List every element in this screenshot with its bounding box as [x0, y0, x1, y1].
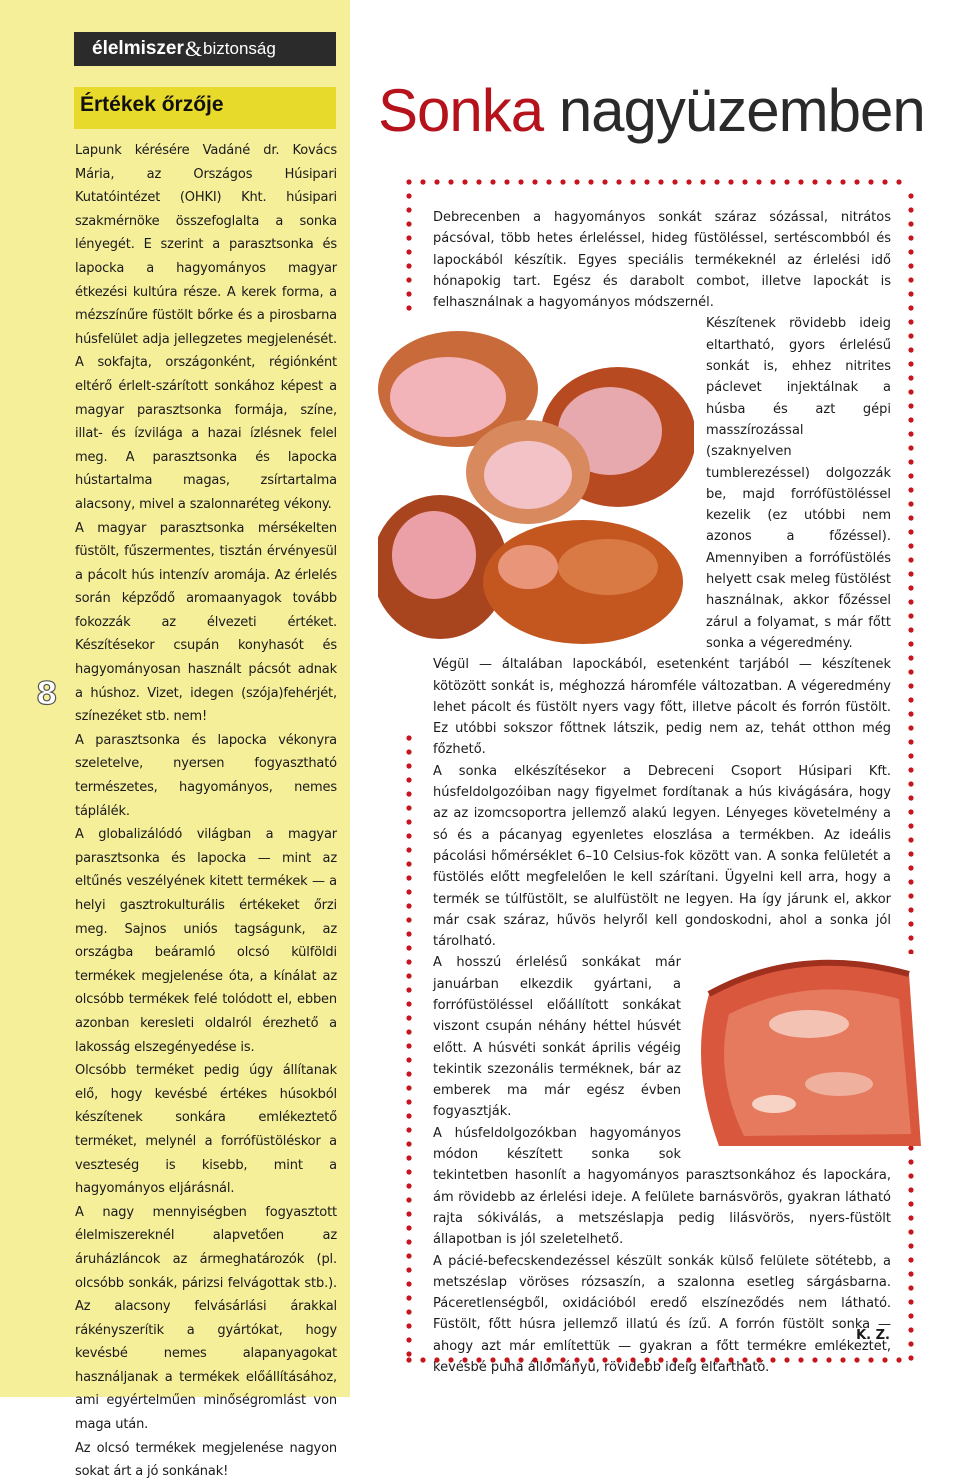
frame-dot	[908, 795, 913, 800]
frame-dot	[406, 1099, 411, 1104]
frame-dot	[908, 893, 913, 898]
article-body	[433, 207, 891, 1378]
frame-dot	[908, 249, 913, 254]
frame-dot	[908, 543, 913, 548]
frame-dot	[908, 809, 913, 814]
frame-dot	[406, 889, 411, 894]
frame-dot	[908, 1159, 913, 1164]
frame-dot	[406, 763, 411, 768]
frame-dot	[406, 903, 411, 908]
frame-dot	[908, 879, 913, 884]
frame-dot	[908, 1355, 913, 1360]
frame-dot	[908, 1215, 913, 1220]
frame-dot	[770, 179, 775, 184]
frame-dot	[406, 1309, 411, 1314]
frame-dot	[476, 179, 481, 184]
frame-dot	[840, 179, 845, 184]
article-paragraph: Debrecenben a hagyományos sonkát száraz sózással, nitrátos pácsóval, több hetes érleléssel, hideg füstöléssel, sertéscombból és lapockából készítik. Egyes speciális termékeknél az érlelési idő hónapokig tart. Egész és darabolt combot, illetve lapockát is felhasználnak a hagyományos módszernél.	[433, 210, 891, 311]
frame-dot	[908, 823, 913, 828]
frame-dot	[406, 1127, 411, 1132]
frame-dot	[406, 277, 411, 282]
frame-dot	[406, 777, 411, 782]
ham-photo	[378, 317, 694, 647]
frame-dot	[908, 361, 913, 366]
frame-dot	[406, 1351, 411, 1356]
frame-dot	[908, 305, 913, 310]
article-title	[378, 76, 925, 146]
frame-dot	[406, 1085, 411, 1090]
frame-dot	[908, 263, 913, 268]
frame-dot	[908, 1173, 913, 1178]
article-title-highlight: Sonka	[378, 77, 544, 144]
frame-dot	[798, 179, 803, 184]
frame-dot	[406, 207, 411, 212]
sidebar-paragraph: Olcsóbb terméket pedig úgy állítanak elő, hogy kevésbé értékes húsokból készítenek sonkára emlékeztető terméket, melynél a forrófüstöléskor a veszteség is kisebb, mint a hagyományos eljárásnál.	[75, 1063, 337, 1197]
frame-dot	[908, 753, 913, 758]
frame-dot	[420, 1357, 425, 1362]
frame-dot	[908, 193, 913, 198]
frame-dot	[908, 1299, 913, 1304]
frame-dot	[574, 179, 579, 184]
frame-dot	[406, 1155, 411, 1160]
frame-dot	[406, 1015, 411, 1020]
frame-dot	[908, 725, 913, 730]
frame-dot	[406, 1323, 411, 1328]
frame-dot	[546, 179, 551, 184]
frame-dot	[908, 1229, 913, 1234]
ham-slice-photo	[689, 954, 921, 1146]
frame-dot	[406, 917, 411, 922]
frame-dot	[908, 403, 913, 408]
frame-dot	[406, 875, 411, 880]
frame-dot	[406, 1001, 411, 1006]
frame-dot	[908, 613, 913, 618]
frame-dot	[644, 179, 649, 184]
frame-dot	[908, 389, 913, 394]
frame-dot	[908, 1243, 913, 1248]
section-header	[74, 32, 336, 66]
frame-dot	[908, 473, 913, 478]
page-number: 8	[36, 676, 58, 712]
frame-dot	[908, 501, 913, 506]
frame-dot	[908, 277, 913, 282]
frame-dot	[504, 179, 509, 184]
sidebar-paragraph: A magyar parasztsonka mérsékelten füstölt, fűszermentes, tisztán érvényesül a pácolt hús intenzív aromája. Az érlelés során képződő aromaanyagok tovább fokozzák az élvezeti értéket. Készítésekor csupán konyhasót és hagyományosan használt pácsót adnak a húshoz. Vizet, idegen (szója)fehérjét, színezéket stb. nem!	[75, 520, 337, 725]
sidebar-text	[75, 139, 337, 1484]
frame-dot	[812, 179, 817, 184]
frame-dot	[908, 599, 913, 604]
frame-dot	[908, 207, 913, 212]
frame-dot	[406, 1267, 411, 1272]
frame-dot	[616, 179, 621, 184]
frame-dot	[908, 221, 913, 226]
frame-dot	[908, 781, 913, 786]
frame-dot	[908, 291, 913, 296]
frame-dot	[908, 683, 913, 688]
author-signature: K. Z.	[856, 1328, 890, 1343]
frame-dot	[908, 697, 913, 702]
frame-dot	[490, 179, 495, 184]
frame-dot	[406, 1029, 411, 1034]
frame-dot	[868, 179, 873, 184]
frame-dot	[908, 333, 913, 338]
frame-dot	[908, 1327, 913, 1332]
frame-dot	[518, 179, 523, 184]
frame-dot	[908, 669, 913, 674]
frame-dot	[406, 1295, 411, 1300]
frame-dot	[756, 179, 761, 184]
frame-dot	[908, 1285, 913, 1290]
frame-dot	[784, 179, 789, 184]
frame-dot	[908, 739, 913, 744]
frame-dot	[406, 1337, 411, 1342]
frame-dot	[406, 193, 411, 198]
frame-dot	[908, 935, 913, 940]
frame-dot	[406, 1113, 411, 1118]
article-paragraph: A pácié-befecskendezéssel készült sonkák külső felülete sötétebb, a metszéslap vöröses rózsaszín, a szalonna esetleg sárgásbarna. Páceretlenségből, oxidációból eredő elszíneződés nem látható. Füstölt, főtt húsra jellemző illatú és ízű. A forrón füstölt sonka — ahogy azt már említettük — gyakran a főtt termékre emlékeztet, kevésbé puha állományú, rövidebb ideig eltartható.	[433, 1253, 891, 1376]
frame-dot	[406, 263, 411, 268]
frame-dot	[908, 1271, 913, 1276]
article-paragraph: Végül — általában lapockából, esetenként tarjából — készítenek kötözött sonkát is, méghozzá háromféle változatban. A végeredmény lehet pácolt és füstölt nyers vagy főtt, illetve pácolt és forrón füstölt. Ez utóbbi sokszor főttnek látszik, pedig nem az, tehát otthon még főzhető.	[433, 657, 891, 758]
article-paragraph-text: Készítenek rövidebb ideig eltartható, gyors érlelésű sonkát is, ehhez nitrites páclevet injektálnak a húsba és azt gépi masszírozással (szaknyelven tumblerezéssel) dolgozzák be, majd forrófüstöléssel kezelik (ez utóbbi nem azonos a főzéssel). Amennyiben a forrófüstölés helyett csak meleg füstölést használnak, akkor főzéssel zárul a folyamat, s már főtt sonka a végeredmény.	[706, 316, 891, 651]
sidebar-paragraph: Az olcsó termékek megjelenése nagyon sokat árt a jó sonkának!	[75, 1440, 337, 1480]
frame-dot	[406, 1071, 411, 1076]
sidebar-paragraph: A nagy mennyiségben fogyasztott élelmiszereknél alapvetően az áruházláncok az ármeghatározók (pl. olcsóbb sonkák, párizsi felvágottak stb.). Az alacsony felvásárlási árakkal rákényszerítik a gyártókat, hogy kevésbé nemes alapanyagokat használjanak a termékek előállításához, ami egyértelműen minőségromlást von maga után.	[75, 1204, 337, 1433]
frame-dot	[406, 735, 411, 740]
article-paragraph: A sonka elkészítésekor a Debreceni Csoport Húsipari Kft. húsfeldolgozóiban nagy figyelmet fordítanak a hús kivágására, hogy az az izomcsoportra jellemző alakú legyen. Lényeges követelmény a só és a pácanyag egyenletes eloszlása a termékben. Az ideális pácolási hőmérséklet 6–10 Celsius-fok között van. A sonka felületét a füstölés előtt megfelelően le kell szárítani. Ügyelni kell arra, hogy a termék se túlfüstölt, se alulfüstölt ne legyen. Ha így járunk el, akkor már csak száraz, hűvös helyről kell gondoskodni, ahol a sonka jól tárolható.	[433, 763, 891, 950]
frame-dot	[406, 291, 411, 296]
frame-dot	[908, 235, 913, 240]
frame-dot	[908, 571, 913, 576]
article-paragraph: A húsfeldolgozókban hagyományos módon készített sonka sok tekintetben hasonlít a hagyományos parasztsonkához és lapockára, ám rövidebb az érlelési ideje. A felülete barnásvörös, gyakran látható rajta sókiválás, a metszéslapja pedig lilásvörös, nyers-füstölt állapotban is jól szeletelhető.	[433, 1125, 891, 1248]
frame-dot	[908, 655, 913, 660]
frame-dot	[908, 445, 913, 450]
frame-dot	[434, 179, 439, 184]
frame-dot	[532, 179, 537, 184]
sidebar-paragraph: Lapunk kérésére Vadáné dr. Kovács Mária, az Országos Húsipari Kutatóintézet (OHKI) Kht. húsipari szakmérnöke összefoglalta a sonka lényegét. E szerint a parasztsonka és lapocka a hagyományos magyar étkezési kultúra része. A kerek forma, a mézszínűre füstölt bőrke és a pirosbarna húsfelület adja jellegzetes megjelenését. A sokfajta, országonként, régiónként eltérő érlelt-szárított sonkához képest a magyar parasztsonka formája, színe, illat- és ízvilága a hazai ízlésnek felel meg. A parasztsonka és lapocka hústartalma magas, zsírtartalma alacsony, mivel a szalonnaréteg vékony.	[75, 143, 337, 512]
frame-dot	[406, 945, 411, 950]
frame-dot	[406, 1057, 411, 1062]
frame-dot	[406, 959, 411, 964]
frame-dot	[896, 179, 901, 184]
frame-dot	[406, 1239, 411, 1244]
frame-dot	[908, 487, 913, 492]
frame-dot	[406, 1197, 411, 1202]
frame-dot	[672, 179, 677, 184]
frame-dot	[406, 1281, 411, 1286]
section-header-ampersand: &	[184, 36, 203, 61]
frame-dot	[908, 1187, 913, 1192]
frame-dot	[406, 833, 411, 838]
frame-dot	[630, 179, 635, 184]
article-paragraph-text: A hosszú érlelésű sonkákat már januárban elkezdik gyártani, a forrófüstöléssel előállított sonkákat viszont csupán néhány héttel húsvét előtt. A húsvéti sonkát április végéig tekintik szezonális terméknek, bár az emberek ma már egész évben fogyasztják.	[433, 955, 681, 1120]
frame-dot	[882, 179, 887, 184]
frame-dot	[406, 179, 411, 184]
frame-dot	[686, 179, 691, 184]
frame-dot	[658, 179, 663, 184]
article-title-rest: nagyüzemben	[558, 77, 925, 144]
frame-dot	[908, 921, 913, 926]
frame-dot	[826, 179, 831, 184]
frame-dot	[406, 1253, 411, 1258]
frame-dot	[908, 1341, 913, 1346]
frame-dot	[908, 865, 913, 870]
frame-dot	[448, 179, 453, 184]
sidebar-paragraph: A parasztsonka és lapocka vékonyra szeletelve, nyersen fogyasztható természetes, hagyományos, nemes táplálék.	[75, 732, 337, 819]
frame-dot	[908, 851, 913, 856]
frame-dot	[406, 749, 411, 754]
frame-dot	[908, 585, 913, 590]
frame-dot	[406, 819, 411, 824]
frame-dot	[560, 179, 565, 184]
frame-dot	[406, 1141, 411, 1146]
article-paragraph	[433, 952, 891, 1122]
frame-dot	[908, 641, 913, 646]
frame-dot	[908, 375, 913, 380]
frame-dot	[908, 319, 913, 324]
frame-dot	[700, 179, 705, 184]
frame-dot	[406, 1043, 411, 1048]
frame-dot	[908, 1257, 913, 1262]
frame-dot	[908, 459, 913, 464]
section-header-part1: élelmiszer	[92, 38, 184, 59]
frame-dot	[908, 907, 913, 912]
frame-dot	[406, 305, 411, 310]
frame-dot	[854, 179, 859, 184]
frame-dot	[406, 805, 411, 810]
frame-dot	[602, 179, 607, 184]
frame-dot	[908, 347, 913, 352]
frame-dot	[406, 1211, 411, 1216]
frame-dot	[406, 973, 411, 978]
frame-dot	[406, 861, 411, 866]
section-header-part2: biztonság	[203, 39, 276, 58]
frame-dot	[728, 179, 733, 184]
frame-dot	[406, 221, 411, 226]
frame-dot	[908, 767, 913, 772]
frame-dot	[406, 235, 411, 240]
frame-dot	[420, 179, 425, 184]
frame-dot	[406, 1225, 411, 1230]
frame-dot	[908, 1201, 913, 1206]
frame-dot	[908, 417, 913, 422]
article-paragraph	[433, 313, 891, 654]
frame-dot	[714, 179, 719, 184]
frame-dot	[896, 1357, 901, 1362]
frame-dot	[406, 1357, 411, 1362]
frame-dot	[908, 431, 913, 436]
sidebar-paragraph: A globalizálódó világban a magyar parasztsonka és lapocka — mint az eltűnés veszélyének kitett termékek — a helyi gasztrokulturális értékeket őrzi meg. Sajnos uniós tagságunk, az országba beáramló olcsó külföldi termékek megjelenése óta, a kínálat az olcsóbb termékek felé tolódott el, ebben azonban keresleti oldalról érezhető a lakosság elszegényedése is.	[75, 827, 337, 1055]
frame-dot	[406, 791, 411, 796]
sidebar-title: Értékek őrzője	[80, 93, 224, 116]
frame-dot	[406, 987, 411, 992]
frame-dot	[406, 931, 411, 936]
frame-dot	[908, 1313, 913, 1318]
frame-dot	[588, 179, 593, 184]
frame-dot	[462, 179, 467, 184]
frame-dot	[406, 1169, 411, 1174]
frame-dot	[406, 847, 411, 852]
frame-dot	[742, 179, 747, 184]
frame-dot	[406, 1183, 411, 1188]
frame-dot	[908, 515, 913, 520]
frame-dot	[908, 711, 913, 716]
frame-dot	[406, 249, 411, 254]
frame-dot	[908, 837, 913, 842]
frame-dot	[908, 529, 913, 534]
frame-dot	[908, 557, 913, 562]
frame-dot	[908, 627, 913, 632]
